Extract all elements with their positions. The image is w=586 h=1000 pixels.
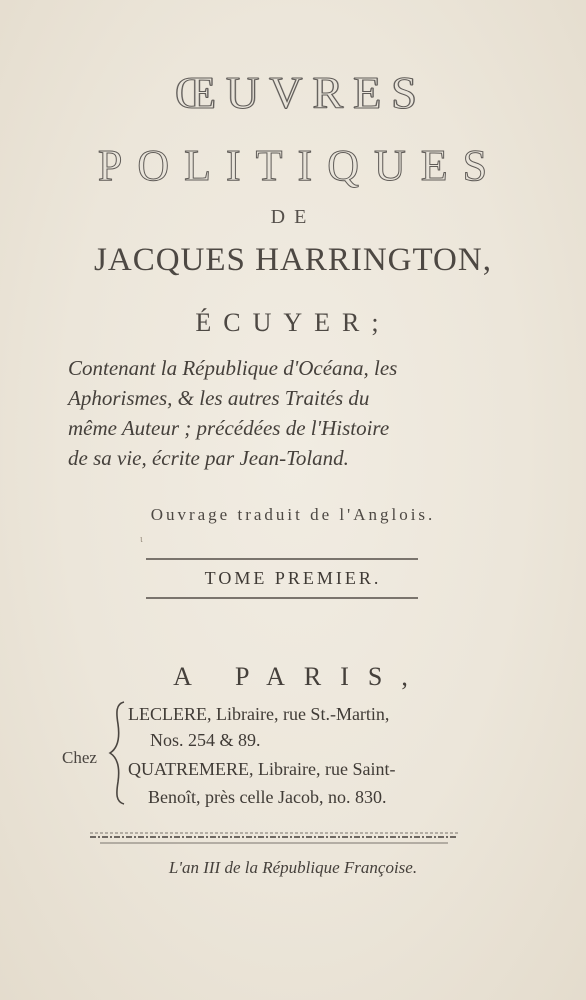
author-name: JACQUES HARRINGTON, (94, 242, 492, 278)
imprint-line-4: Benoît, près celle Jacob, no. 830. (148, 787, 387, 807)
author-rank: ÉCUYER; (195, 308, 391, 337)
title-oeuvres: ŒUVRES (175, 67, 427, 118)
description-line-3: même Auteur ; précédées de l'Histoire (68, 416, 390, 440)
volume-label: TOME PREMIER. (204, 568, 382, 588)
imprint-line-2: Nos. 254 & 89. (150, 730, 261, 750)
top-rule (146, 558, 418, 560)
imprint-line-1: LECLERE, Libraire, rue St.-Martin, (128, 704, 390, 724)
bottom-rule (146, 597, 418, 599)
imprint-city: A PARIS, (173, 662, 427, 691)
curly-brace-icon (106, 698, 128, 808)
description-line-1: Contenant la République d'Océana, les (68, 356, 398, 380)
ornamental-rule (90, 829, 458, 847)
description-block (68, 353, 518, 473)
imprint-line-3: QUATREMERE, Libraire, rue Saint- (128, 759, 396, 779)
description-line-4: de sa vie, écrite par Jean-Toland. (68, 446, 349, 470)
publication-date: L'an III de la République Françoise. (168, 858, 418, 877)
title-de: DE (270, 206, 316, 228)
title-politiques: POLITIQUES (97, 141, 503, 190)
ink-mark: ι (140, 534, 143, 545)
imprint-chez: Chez (62, 748, 97, 767)
translation-note: Ouvrage traduit de l'Anglois. (150, 505, 436, 524)
description-line-2: Aphorismes, & les autres Traités du (68, 386, 370, 410)
